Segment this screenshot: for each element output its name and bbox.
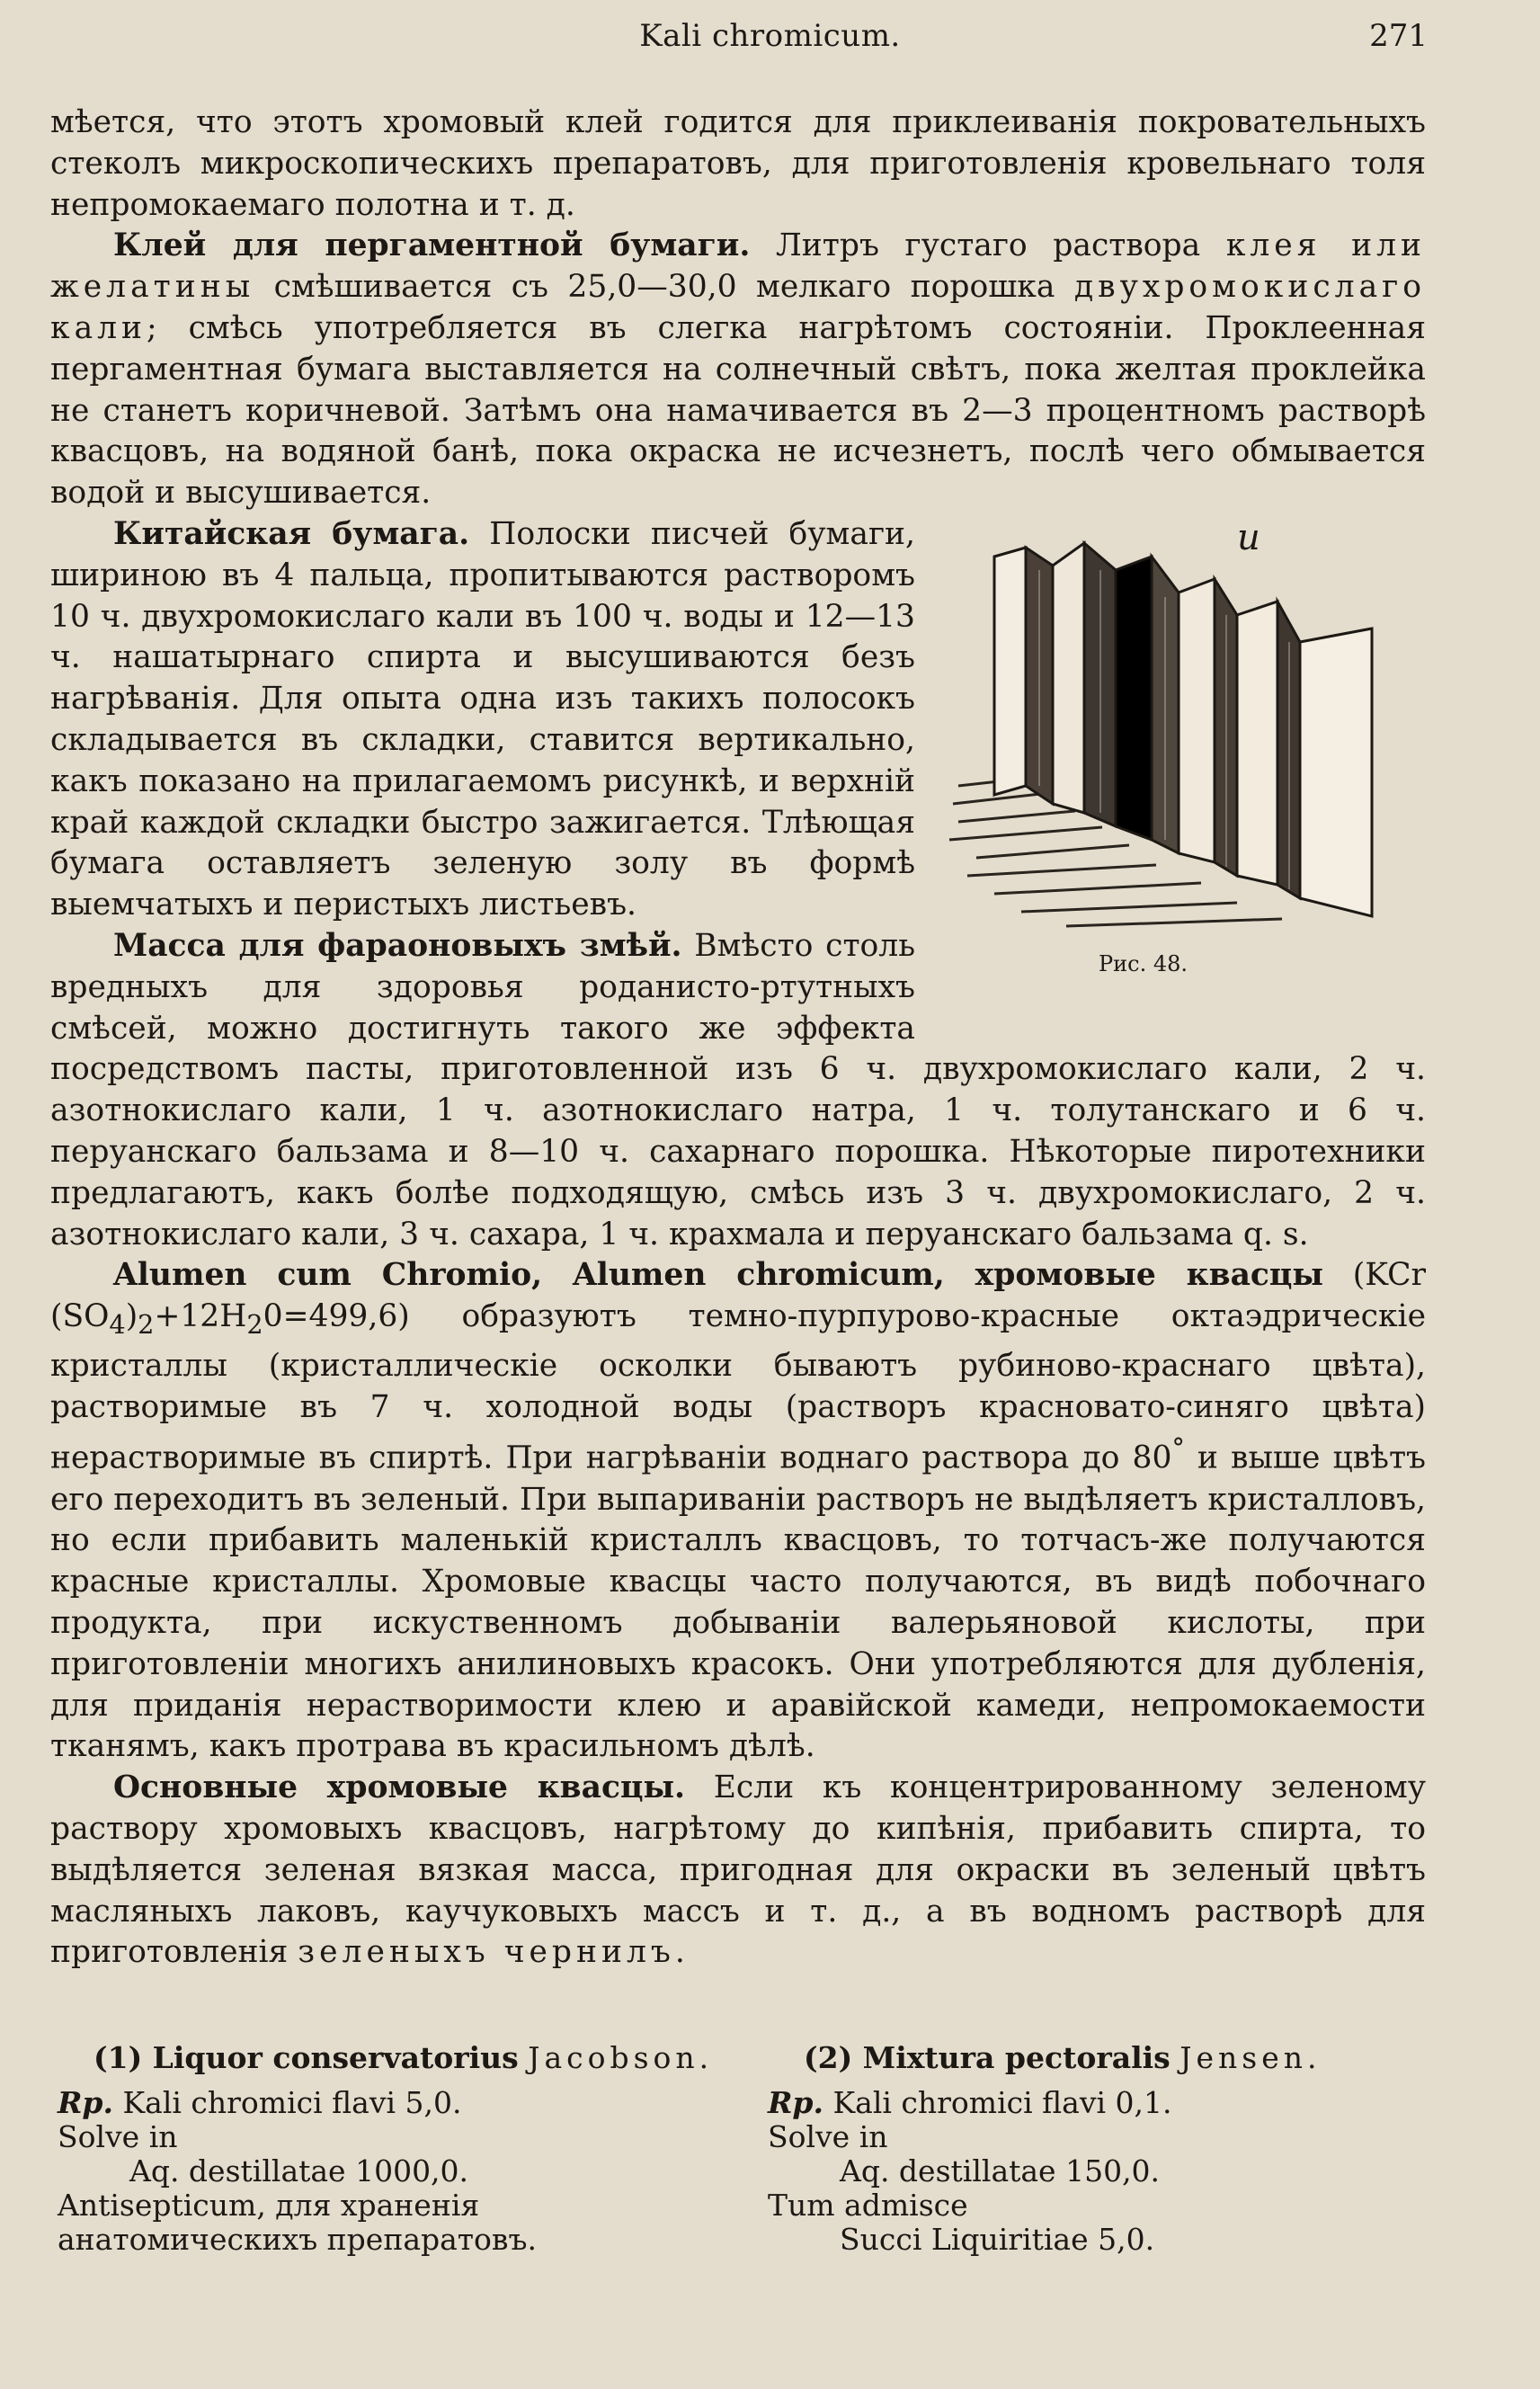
figure-caption: Рис. 48. — [1099, 950, 1188, 976]
recipe-line: Solve in — [768, 2119, 888, 2154]
recipe-title — [93, 2041, 741, 2075]
section-heading: Основные хромовые квасцы. — [113, 1769, 686, 1806]
recipe-line: Antisepticum, для храненія анатомическихъ препаратовъ. — [58, 2188, 537, 2257]
paragraph-text: ; смѣсь употребляется въ слегка нагрѣтомъ состояніи. Проклеенная пергаментная бумага выставляется на солнечный свѣтъ, пока желтая проклейка не станетъ коричневой. Затѣмъ она намачивается въ 2—3 процентномъ растворѣ квасцовъ, на водяной банѣ, пока окраска не исчезнетъ, послѣ чего обмывается водой и высушивается. — [50, 309, 1426, 512]
formula-subscript: 2 — [138, 1309, 155, 1340]
spaced-emphasis: зеленыхъ чернилъ — [298, 1934, 675, 1971]
recipe-rp: Rp. — [768, 2085, 823, 2120]
spaced-emphasis: клея или желатины — [50, 227, 1426, 306]
chemical-formula: 0=499,6) — [263, 1298, 410, 1335]
paragraph-text: Полоски писчей бумаги, шириною въ 4 пальца, пропитываются растворомъ 10 ч. двухромокислаго кали въ 100 ч. воды и 12—13 ч. нашатырнаго спирта и высушиваются безъ нагрѣванія. Для опыта одна изъ такихъ полосокъ складывается въ складки, ставится вертикально, какъ показано на прилагаемомъ рисункѣ, и верхній край каждой складки быстро зажигается. Тлѣющая бумага оставляетъ зеленую золу въ формѣ выемчатыхъ и перистыхъ листьевъ. — [50, 515, 915, 923]
body-text — [50, 103, 1426, 1974]
degree-sign: ° — [1171, 1432, 1185, 1464]
recipe-title-name: (2) Mixtura pectoralis — [804, 2040, 1171, 2075]
spaced-emphasis: двухромокислаго кали — [50, 269, 1426, 346]
chemical-formula: ) — [125, 1298, 138, 1335]
paragraph-text: Вмѣсто столь вредныхъ для здоровья роданисто-ртутныхъ смѣсей, можно достигнуть такого же эффекта посредствомъ пасты, приготовленной изъ 6 ч. двухромокислаго кали, 2 ч. азотнокислаго кали, 1 ч. азотнокислаго натра, 1 ч. толутанскаго и 6 ч. перуанскаго бальзама и 8—10 ч. сахарнаго порошка. Нѣкоторые пиротехники предлагаютъ, какъ болѣе подходящую, смѣсь изъ 3 ч. двухромокислаго, 2 ч. азотнокислаго кали, 3 ч. сахара, 1 ч. крахмала и перуанскаго бальзама q. s. — [50, 927, 1426, 1252]
recipe-rp: Rp. — [58, 2085, 113, 2120]
paragraph-text: образуютъ темно-пурпурово-красные октаэдрическіе кристаллы (кристаллическіе осколки бываютъ рубиново-краснаго цвѣта), растворимые въ 7 ч. холодной воды (растворъ красновато-синяго цвѣта) нерастворимые въ спиртѣ. При нагрѣваніи воднаго раствора до 80 — [50, 1298, 1426, 1476]
recipe-line: Solve in — [58, 2119, 178, 2154]
recipe-line: Aq. destillatae 1000,0. — [129, 2153, 469, 2188]
paragraph-text: Если къ концентрированному зеленому раствору хромовыхъ квасцовъ, нагрѣтому до кипѣнія, прибавить спирта, то выдѣляется зеленая вязкая масса, пригодная для окраски въ зеленый цвѣтъ масляныхъ лаковъ, каучуковыхъ массъ и т. д., а въ водномъ растворѣ для приготовленія — [50, 1769, 1426, 1971]
recipe-line — [768, 2086, 1451, 2120]
formula-subscript: 2 — [246, 1309, 263, 1340]
figure-letter: и — [1237, 516, 1260, 558]
paragraph-chrome-alum — [50, 1255, 1426, 1768]
recipe-line: Tum admisce — [768, 2188, 968, 2223]
recipe-title — [804, 2041, 1451, 2075]
paragraph-basic-chrome-alum — [50, 1768, 1426, 1974]
folded-paper-illustration — [940, 516, 1426, 939]
page-number: 271 — [1369, 18, 1428, 54]
section-heading: Клей для пергаментной бумаги. — [113, 227, 751, 264]
chemical-formula: +12H — [154, 1298, 247, 1335]
recipe-line — [58, 2086, 741, 2120]
recipe-title-name: (1) Liquor conservatorius — [93, 2040, 519, 2075]
recipe-author: Jacobson. — [528, 2040, 714, 2075]
recipe-author: Jensen. — [1179, 2040, 1322, 2075]
recipe-line: Aq. destillatae 150,0. — [840, 2153, 1161, 2188]
figure-folded-paper — [940, 516, 1426, 1029]
section-heading: Масса для фараоновыхъ змѣй. — [113, 927, 682, 964]
recipe-ingredient: Kali chromici flavi 5,0. — [122, 2085, 462, 2120]
formula-subscript: 4 — [109, 1309, 126, 1340]
running-title: Kali chromicum. — [639, 18, 901, 54]
paragraph-parchment-glue — [50, 226, 1426, 514]
chemical-formula: (KCr (SO — [50, 1257, 1426, 1335]
recipes-section — [58, 2041, 1433, 2293]
paragraph-text: Литръ густаго раствора — [750, 227, 1226, 264]
recipe-ingredient: Kali chromici flavi 0,1. — [832, 2085, 1172, 2120]
recipe-line: Succi Liquiritiae 5,0. — [840, 2222, 1155, 2257]
paragraph-text: смѣшивается съ 25,0—30,0 мелкаго порошка — [254, 269, 1074, 306]
paragraph-chrome-glue — [50, 103, 1426, 226]
section-heading: Китайская бумага. — [113, 515, 470, 552]
section-heading: Alumen cum Chromio, Alumen chromicum, хромовые квасцы — [113, 1257, 1323, 1294]
recipe-mixtura-pectoralis — [768, 2041, 1451, 2257]
recipe-liquor-conservatorius — [58, 2041, 741, 2257]
page-header — [0, 13, 1540, 58]
paragraph-text: мѣется, что этотъ хромовый клей годится для приклеиванія покровательныхъ стеколъ микроскопическихъ препаратовъ, для приготовленія кровельнаго толя непромокаемаго полотна и т. д. — [50, 104, 1426, 223]
paragraph-text: и выше цвѣтъ его переходитъ въ зеленый. При выпариваніи растворъ не выдѣляетъ кристалловъ, но если прибавить маленькій кристаллъ квасцовъ, то тотчасъ-же получаются красные кристаллы. Хромовые квасцы часто получаются, въ видѣ побочнаго продукта, при искуственномъ добываніи валерьяновой кислоты, при приготовленіи многихъ анилиновыхъ красокъ. Они употребляются для дубленія, для приданія нерастворимости клею и аравійской камеди, непромокаемости тканямъ, какъ протрава въ красильномъ дѣлѣ. — [50, 1440, 1426, 1765]
paragraph-text: . — [674, 1934, 685, 1971]
